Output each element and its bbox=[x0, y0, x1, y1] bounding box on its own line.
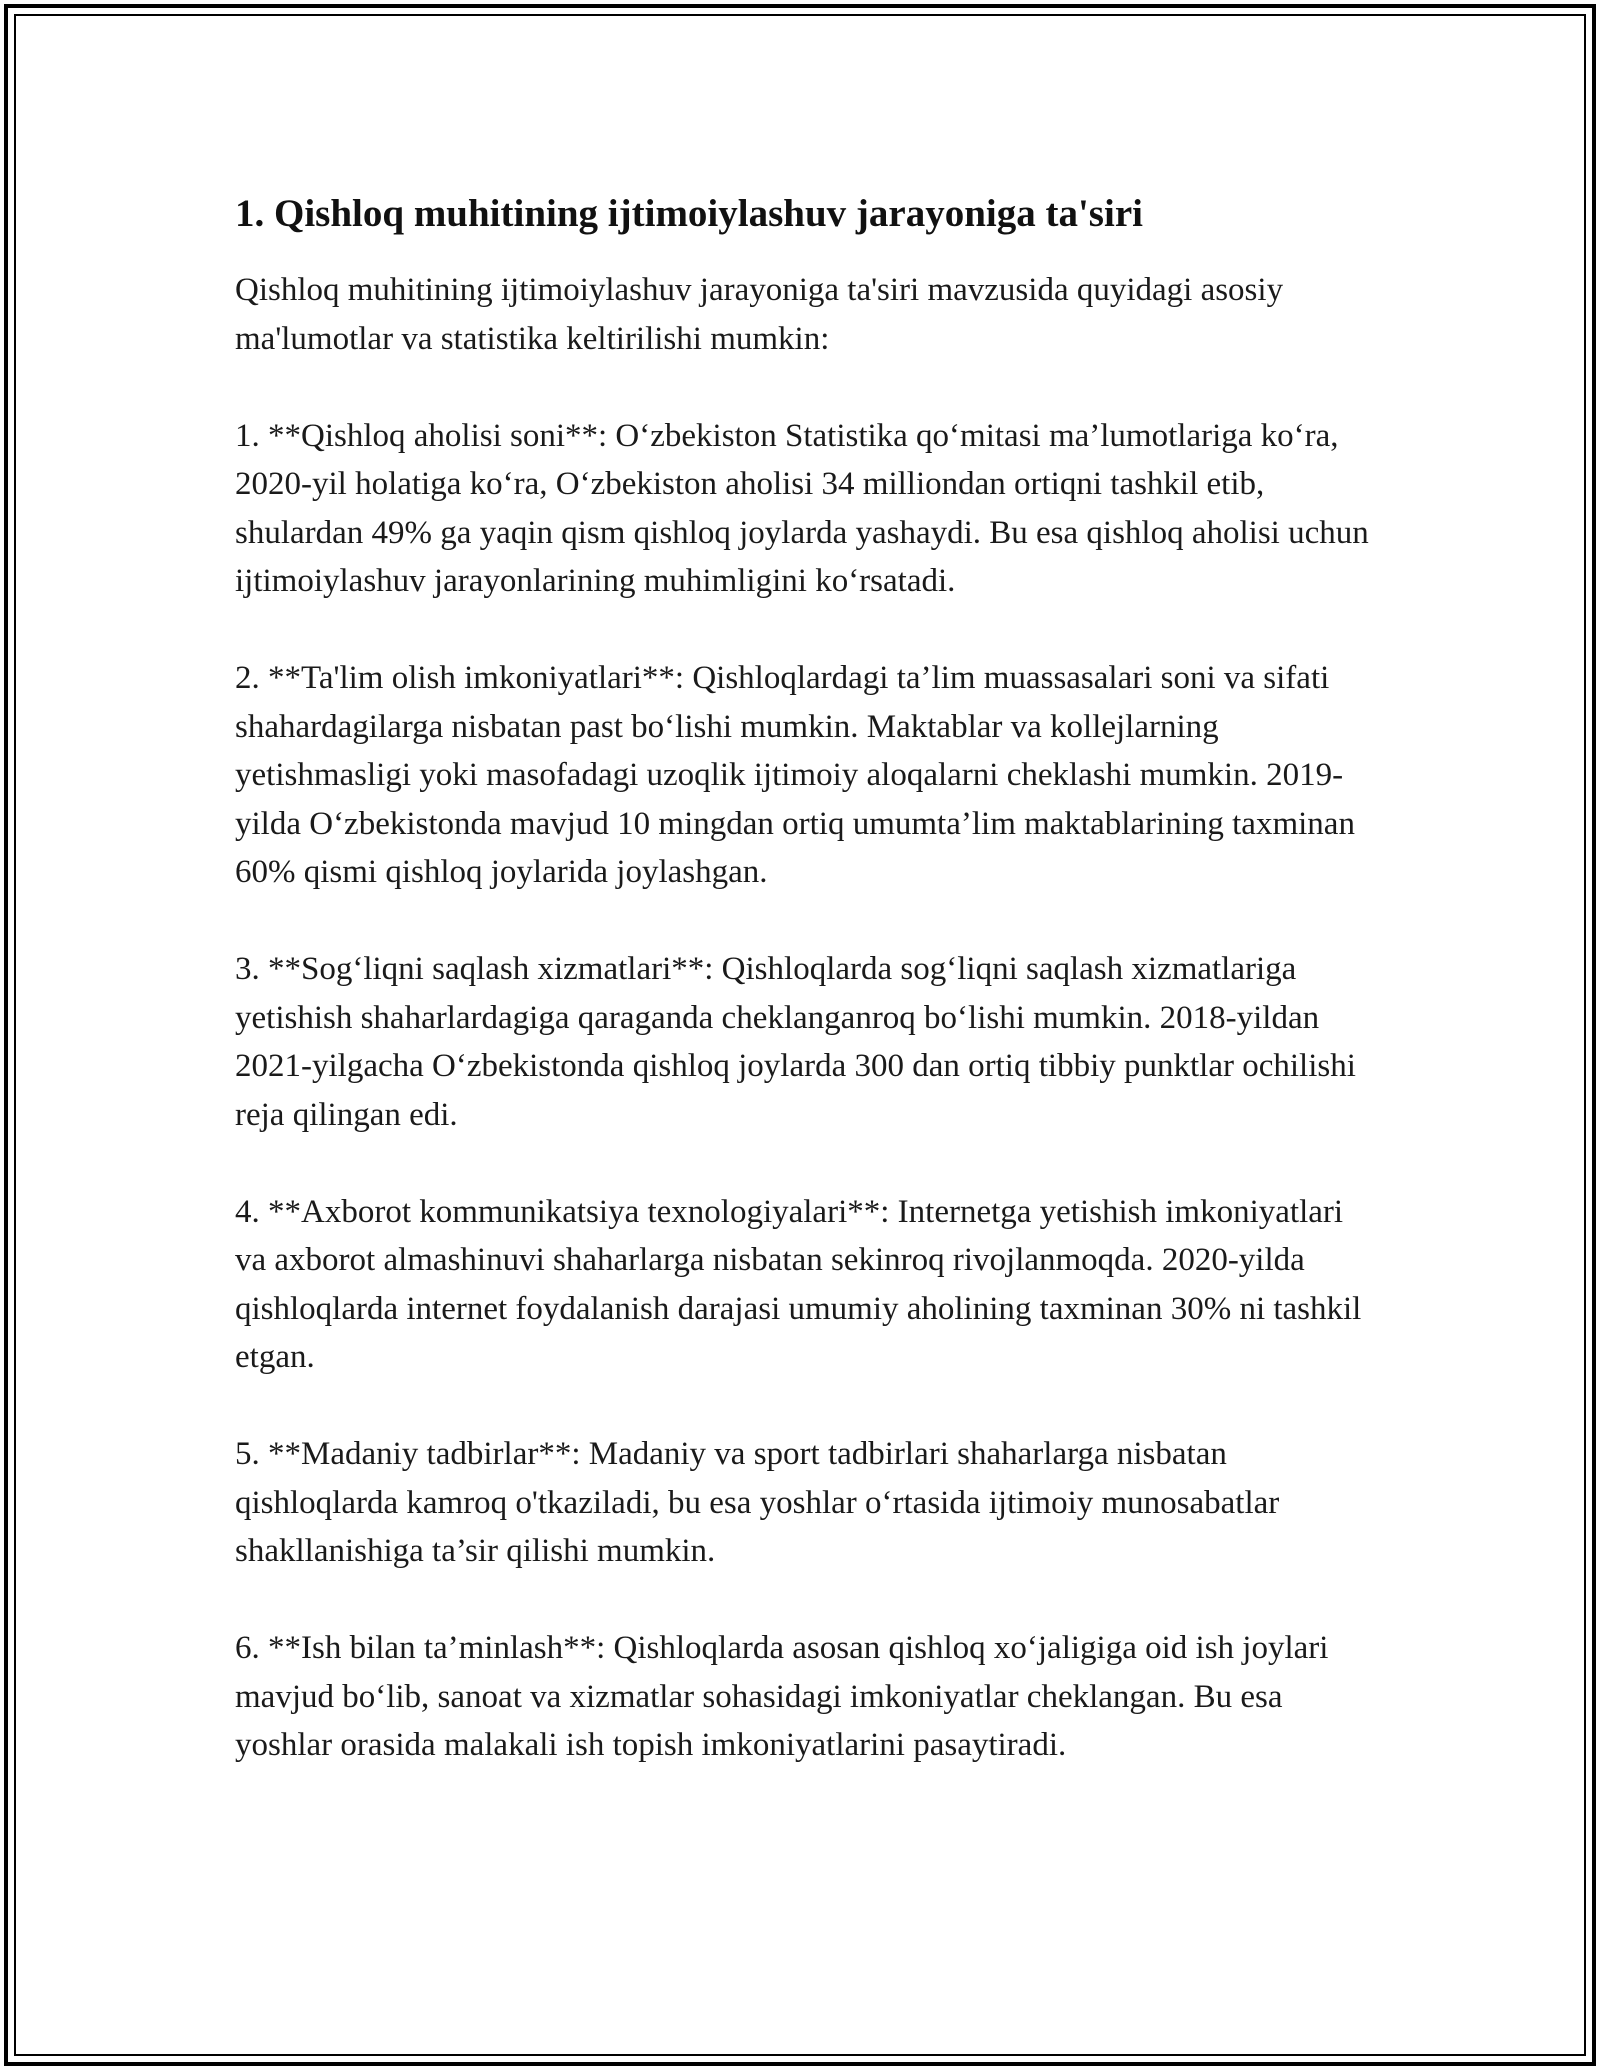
document-title: 1. Qishloq muhitining ijtimoiylashuv jarayoniga ta'siri bbox=[235, 192, 1143, 235]
intro-paragraph: Qishloq muhitining ijtimoiylashuv jarayoniga ta'siri mavzusida quyidagi asosiy ma'lumotlar va statistika keltirilishi mumkin: bbox=[235, 272, 1284, 357]
document-body bbox=[235, 186, 1375, 1818]
list-item-education: 2. **Ta'lim olish imkoniyatlari**: Qishloqlardagi ta’lim muassasalari soni va sifati shahardagilarga nisbatan past bo‘lishi mumkin. Maktablar va kollejlarning yetishmasligi yoki masofadagi uzoqlik ijtimoiy aloqalarni cheklashi mumkin. 2019-yilda O‘zbekistonda mavjud 10 mingdan ortiq umumta’lim maktablarining taxminan 60% qismi qishloq joylarida joylashgan. bbox=[235, 660, 1355, 890]
list-item-healthcare: 3. **Sog‘liqni saqlash xizmatlari**: Qishloqlarda sog‘liqni saqlash xizmatlariga yetishish shaharlardagiga qaraganda cheklanganroq bo‘lishi mumkin. 2018-yildan 2021-yilgacha O‘zbekistonda qishloq joylarda 300 dan ortiq tibbiy punktlar ochilishi reja qilingan edi. bbox=[235, 951, 1356, 1133]
list-item-ict: 4. **Axborot kommunikatsiya texnologiyalari**: Internetga yetishish imkoniyatlari va axborot almashinuvi shaharlarga nisbatan sekinroq rivojlanmoqda. 2020-yilda qishloqlarda internet foydalanish darajasi umumiy aholining taxminan 30% ni tashkil etgan. bbox=[235, 1193, 1362, 1375]
list-item-rural-population: 1. **Qishloq aholisi soni**: O‘zbekiston Statistika qo‘mitasi ma’lumotlariga ko‘ra, 2020-yil holatiga ko‘ra, O‘zbekiston aholisi 34 milliondan ortiqni tashkil etib, shulardan 49% ga yaqin qism qishloq joylarda yashaydi. Bu esa qishloq aholisi uchun ijtimoiylashuv jarayonlarining muhimligini ko‘rsatadi. bbox=[235, 417, 1369, 599]
list-item-employment: 6. **Ish bilan ta’minlash**: Qishloqlarda asosan qishloq xo‘jaligiga oid ish joylari mavjud bo‘lib, sanoat va xizmatlar sohasidagi imkoniyatlar cheklangan. Bu esa yoshlar orasida malakali ish topish imkoniyatlarini pasaytiradi. bbox=[235, 1630, 1329, 1763]
list-item-cultural-events: 5. **Madaniy tadbirlar**: Madaniy va sport tadbirlari shaharlarga nisbatan qishloqlarda kamroq o'tkaziladi, bu esa yoshlar o‘rtasida ijtimoiy munosabatlar shakllanishiga ta’sir qilishi mumkin. bbox=[235, 1436, 1280, 1569]
